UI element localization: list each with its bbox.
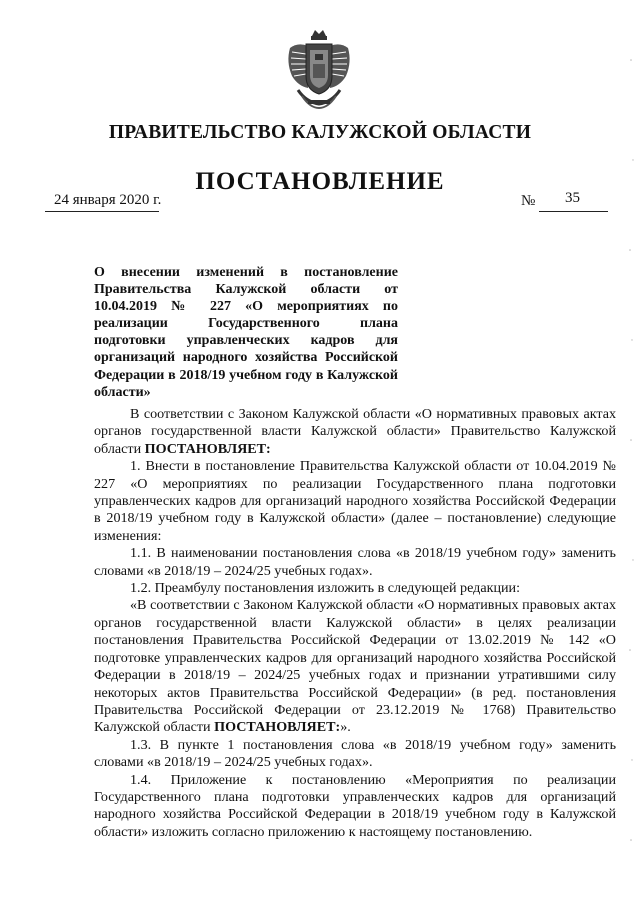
paragraph-item-1-3: 1.3. В пункте 1 постановления слова «в 2018/19 учебном году» заменить словами «в 2018/19 – 2024/25 учебных годах».	[94, 736, 616, 771]
coat-of-arms-emblem-icon	[284, 28, 354, 112]
paragraph-item-1: 1. Внести в постановление Правительства Калужской области от 10.04.2019 № 227 «О мероприятиях по реализации Государственного плана подготовки управленческих кадров для организаций народного хозяйства Российской Федерации в 2018/19 учебном году в Калужской области» (далее – постановление) следующие изменения:	[94, 458, 616, 544]
number-underline	[539, 211, 608, 212]
document-type-title: ПОСТАНОВЛЕНИЕ	[195, 168, 445, 195]
scan-edge-marks	[627, 40, 637, 860]
document-subject: О внесении изменений в постановление Правительства Калужской области от 10.04.2019 № 227 «О мероприятиях по реализации Государственного плана подготовки управленческих кадров для организаций народного хозяйства Российской Федерации в 2018/19 учебном году в Калужской области»	[94, 265, 398, 400]
document-date: 24 января 2020 г.	[54, 192, 162, 208]
paragraph-item-1-1: 1.1. В наименовании постановления слова «в 2018/19 учебном году» заменить словами «в 2018/19 – 2024/25 учебных годах».	[94, 545, 616, 579]
document-number: 35	[565, 190, 580, 206]
date-underline	[45, 211, 159, 212]
paragraph-new-preamble	[94, 597, 616, 736]
resolves-keyword: ПОСТАНОВЛЯЕТ:	[144, 440, 271, 457]
paragraph-item-1-2: 1.2. Преамбулу постановления изложить в следующей редакции:	[130, 580, 520, 597]
paragraph-text: «В соответствии с Законом Калужской области «О нормативных правовых актах органов государственной власти Калужской области» в целях реализации постановления Правительства Российской Федерации от 13.02.2019 № 142 «О подготовке управленческих кадров для организаций народного хозяйства Российской Федерации в 2018/19 – 2024/25 учебных годах и признании утратившими силу некоторых актов Правительства Российской Федерации» (в ред. постановления Правительства Российской Федерации от 23.12.2019 № 1768) Правительство Калужской области	[94, 597, 616, 736]
paragraph-end: ».	[340, 719, 351, 736]
paragraph-item-1-4: 1.4. Приложение к постановлению «Мероприятия по реализации Государственного плана подготовки управленческих кадров для организаций народного хозяйства Российской Федерации в 2018/19 учебном году в Калужской области» изложить согласно приложению к настоящему постановлению.	[94, 771, 616, 840]
paragraph-text: В соответствии с Законом Калужской области «О нормативных правовых актах органов государственной власти Калужской области» Правительство Калужской области	[94, 406, 616, 457]
number-sign: №	[521, 193, 536, 209]
document-body	[94, 406, 616, 841]
paragraph-preamble	[94, 406, 616, 458]
government-title: ПРАВИТЕЛЬСТВО КАЛУЖСКОЙ ОБЛАСТИ	[108, 122, 532, 143]
resolves-keyword: ПОСТАНОВЛЯЕТ:	[214, 719, 341, 736]
